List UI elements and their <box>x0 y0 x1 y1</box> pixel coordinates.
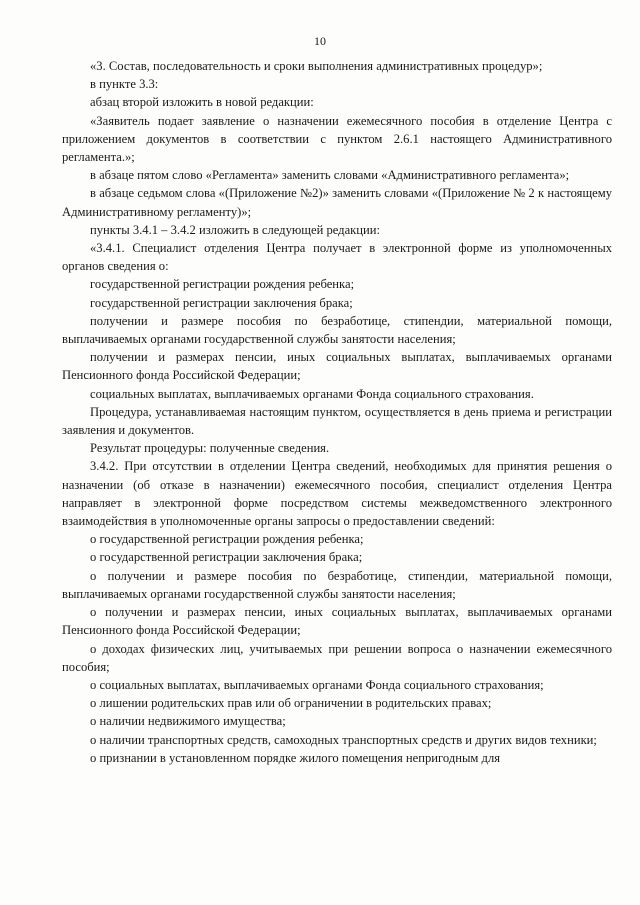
list-item: о наличии недвижимого имущества; <box>90 714 286 729</box>
list-item: получении и размере пособия по безработице, стипендии, материальной помощи, выплачиваемых органами государственной службы занятости населения; <box>62 313 612 347</box>
paragraph: абзац второй изложить в новой редакции: <box>90 95 314 110</box>
list-item: социальных выплатах, выплачиваемых органами Фонда социального страхования. <box>90 386 534 401</box>
list-item: о доходах физических лиц, учитываемых при решении вопроса о назначении ежемесячного пособия; <box>62 641 612 674</box>
paragraph: в абзаце седьмом слова «(Приложение №2)» заменить словами «(Приложение № 2 к настоящему Административному регламенту)»; <box>62 186 612 219</box>
list-item: о лишении родительских прав или об ограничении в родительских правах; <box>90 696 492 711</box>
list-item: о государственной регистрации рождения ребенка; <box>90 532 364 547</box>
document-body <box>62 57 612 767</box>
paragraph: «3.4.1. Специалист отделения Центра получает в электронной форме из уполномоченных органов сведения о: <box>62 241 612 274</box>
paragraph: Процедура, устанавливаемая настоящим пунктом, осуществляется в день приема и регистрации заявления и документов. <box>62 404 612 438</box>
list-item: о признании в установленном порядке жилого помещения непригодным для <box>90 750 501 765</box>
paragraph: в пункте 3.3: <box>90 77 159 92</box>
list-item: о социальных выплатах, выплачиваемых органами Фонда социального страхования; <box>90 677 544 692</box>
paragraph: «3. Состав, последовательность и сроки выполнения административных процедур»; <box>90 59 543 73</box>
paragraph: Результат процедуры: полученные сведения. <box>90 441 330 456</box>
paragraph: в абзаце пятом слово «Регламента» заменить словами «Административного регламента»; <box>90 168 570 183</box>
list-item: о государственной регистрации заключения брака; <box>90 550 363 565</box>
paragraph: «Заявитель подает заявление о назначении ежемесячного пособия в отделение Центра с приложением документов в соответствии с пунктом 2.6.1 настоящего Административного регламента.»; <box>62 113 612 165</box>
paragraph: 3.4.2. При отсутствии в отделении Центра сведений, необходимых для принятия решения о назначении (об отказе в назначении) ежемесячного пособия, специалист отделения Центра направляет в электронной форме посредством системы межведомственного электронного взаимодействия в уполномоченные органы запросы о предоставлении сведений: <box>62 459 612 529</box>
list-item: получении и размерах пенсии, иных социальных выплатах, выплачиваемых органами Пенсионного фонда Российской Федерации; <box>62 350 612 383</box>
list-item: о получении и размерах пенсии, иных социальных выплатах, выплачиваемых органами Пенсионного фонда Российской Федерации; <box>62 605 612 638</box>
list-item: о наличии транспортных средств, самоходных транспортных средств и других видов техники; <box>90 732 597 747</box>
page-number: 10 <box>314 34 326 48</box>
paragraph: пункты 3.4.1 – 3.4.2 изложить в следующей редакции: <box>90 222 381 237</box>
list-item: о получении и размере пособия по безработице, стипендии, материальной помощи, выплачиваемых органами государственной службы занятости населения; <box>62 568 612 601</box>
list-item: государственной регистрации заключения брака; <box>90 295 353 310</box>
list-item: государственной регистрации рождения ребенка; <box>90 277 355 292</box>
